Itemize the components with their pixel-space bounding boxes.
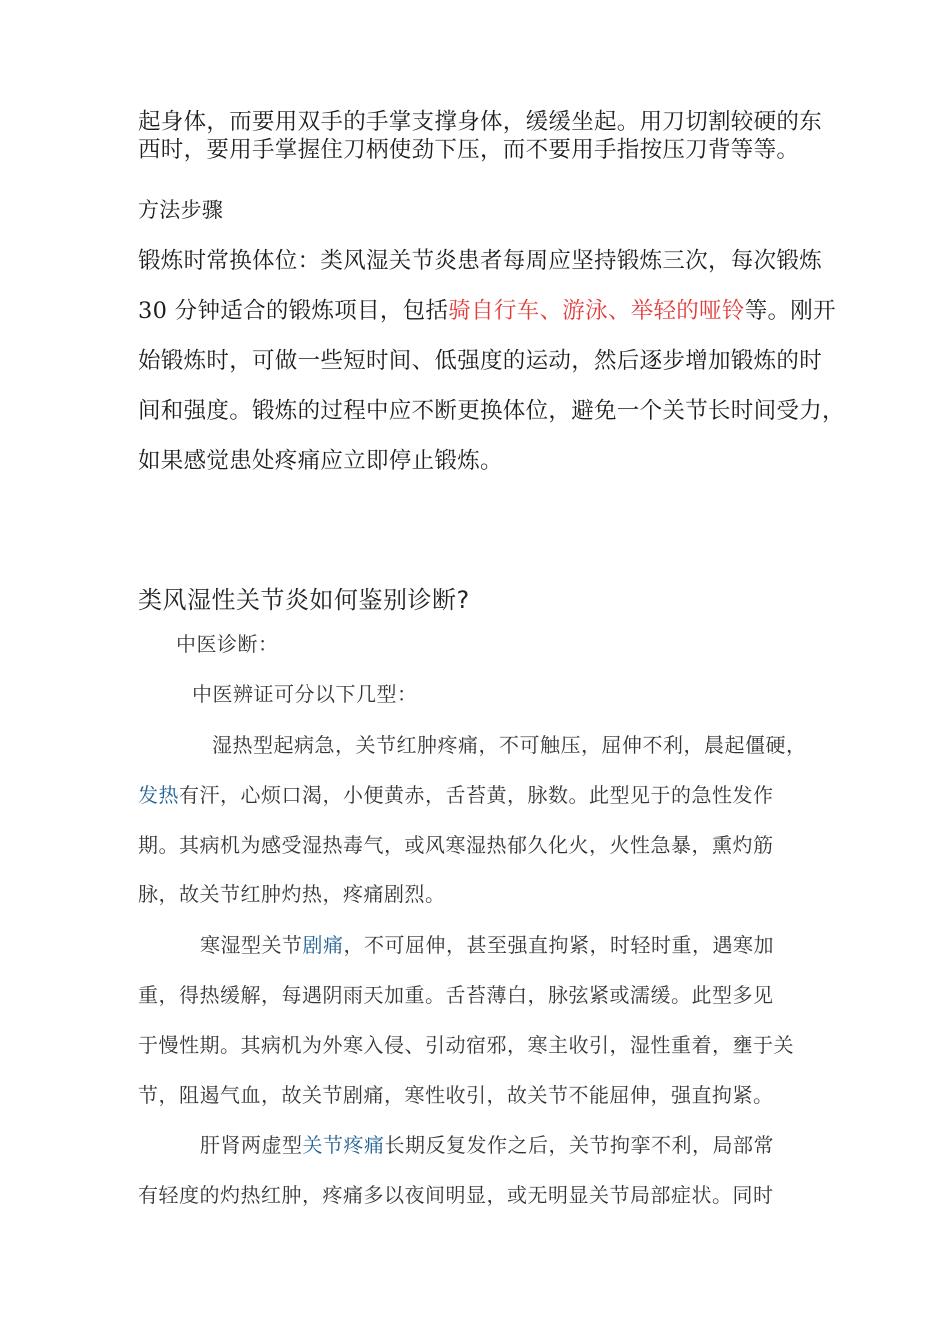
fever-link[interactable]: 发热 xyxy=(138,783,179,807)
joint-pain-link[interactable]: 关节疼痛 xyxy=(302,1133,385,1157)
para1-line-1: 起身体，而要用双手的手掌支撑身体，缓缓坐起。用刀切割较硬的东 xyxy=(138,109,823,135)
damp-heat-line-3: 期。其病机为感受湿热毒气，或风寒湿热郁久化火，火性急暴，熏灼筋 xyxy=(138,833,774,857)
severe-pain-link[interactable]: 剧痛 xyxy=(302,933,344,957)
steps-label: 方法步骤 xyxy=(138,198,224,222)
exercise-line-4: 间和强度。锻炼的过程中应不断更换体位，避免一个关节长时间受力， xyxy=(138,398,845,424)
exercise-text: 等。刚开 xyxy=(744,298,836,324)
liver-kidney-text: 长期反复发作之后，关节拘挛不利，局部常 xyxy=(384,1133,774,1157)
damp-heat-line-2 xyxy=(138,779,774,808)
tcm-label: 中医诊断： xyxy=(176,632,279,656)
cold-damp-line-4: 节，阻遏气血，故关节剧痛，寒性收引，故关节不能屈伸，强直拘紧。 xyxy=(138,1083,774,1107)
exercise-line-5: 如果感觉患处疼痛应立即停止锻炼。 xyxy=(138,448,503,474)
cold-damp-text: ，不可屈伸，甚至强直拘紧，时轻时重，遇寒加 xyxy=(343,933,774,957)
damp-heat-line-1: 湿热型起病急，关节红肿疼痛，不可触压，屈伸不利，晨起僵硬， xyxy=(212,733,807,757)
exercise-line-3: 始锻炼时，可做一些短时间、低强度的运动，然后逐步增加锻炼的时 xyxy=(138,348,823,374)
cold-damp-line-3: 于慢性期。其病机为外寒入侵、引动宿邪，寒主收引，湿性重着，壅于关 xyxy=(138,1033,794,1057)
liver-kidney-line-2: 有轻度的灼热红肿，疼痛多以夜间明显，或无明显关节局部症状。同时 xyxy=(138,1183,774,1207)
damp-heat-line-4: 脉，故关节红肿灼热，疼痛剧烈。 xyxy=(138,882,446,906)
cold-damp-line-1 xyxy=(200,929,774,958)
exercise-line-1: 锻炼时常换体位：类风湿关节炎患者每周应坚持锻炼三次，每次锻炼 xyxy=(138,248,823,274)
exercise-text: 30 分钟适合的锻炼项目，包括 xyxy=(138,298,449,324)
damp-heat-text: 有汗，心烦口渴，小便黄赤，舌苔黄，脉数。此型见于的急性发作 xyxy=(179,783,774,807)
exercise-highlight: 骑自行车、游泳、举轻的哑铃 xyxy=(448,298,745,324)
liver-kidney-line-1 xyxy=(200,1129,774,1158)
cold-damp-line-2: 重，得热缓解，每遇阴雨天加重。舌苔薄白，脉弦紧或濡缓。此型多见 xyxy=(138,983,774,1007)
section-heading: 类风湿性关节炎如何鉴别诊断? xyxy=(138,586,470,614)
exercise-line-2 xyxy=(138,293,836,325)
liver-kidney-text: 肝肾两虚型 xyxy=(200,1133,303,1157)
cold-damp-text: 寒湿型关节 xyxy=(200,933,303,957)
para1-line-2: 西时，要用手掌握住刀柄使劲下压，而不要用手指按压刀背等等。 xyxy=(138,137,800,163)
tcm-types-label: 中医辨证可分以下几型： xyxy=(192,682,418,706)
